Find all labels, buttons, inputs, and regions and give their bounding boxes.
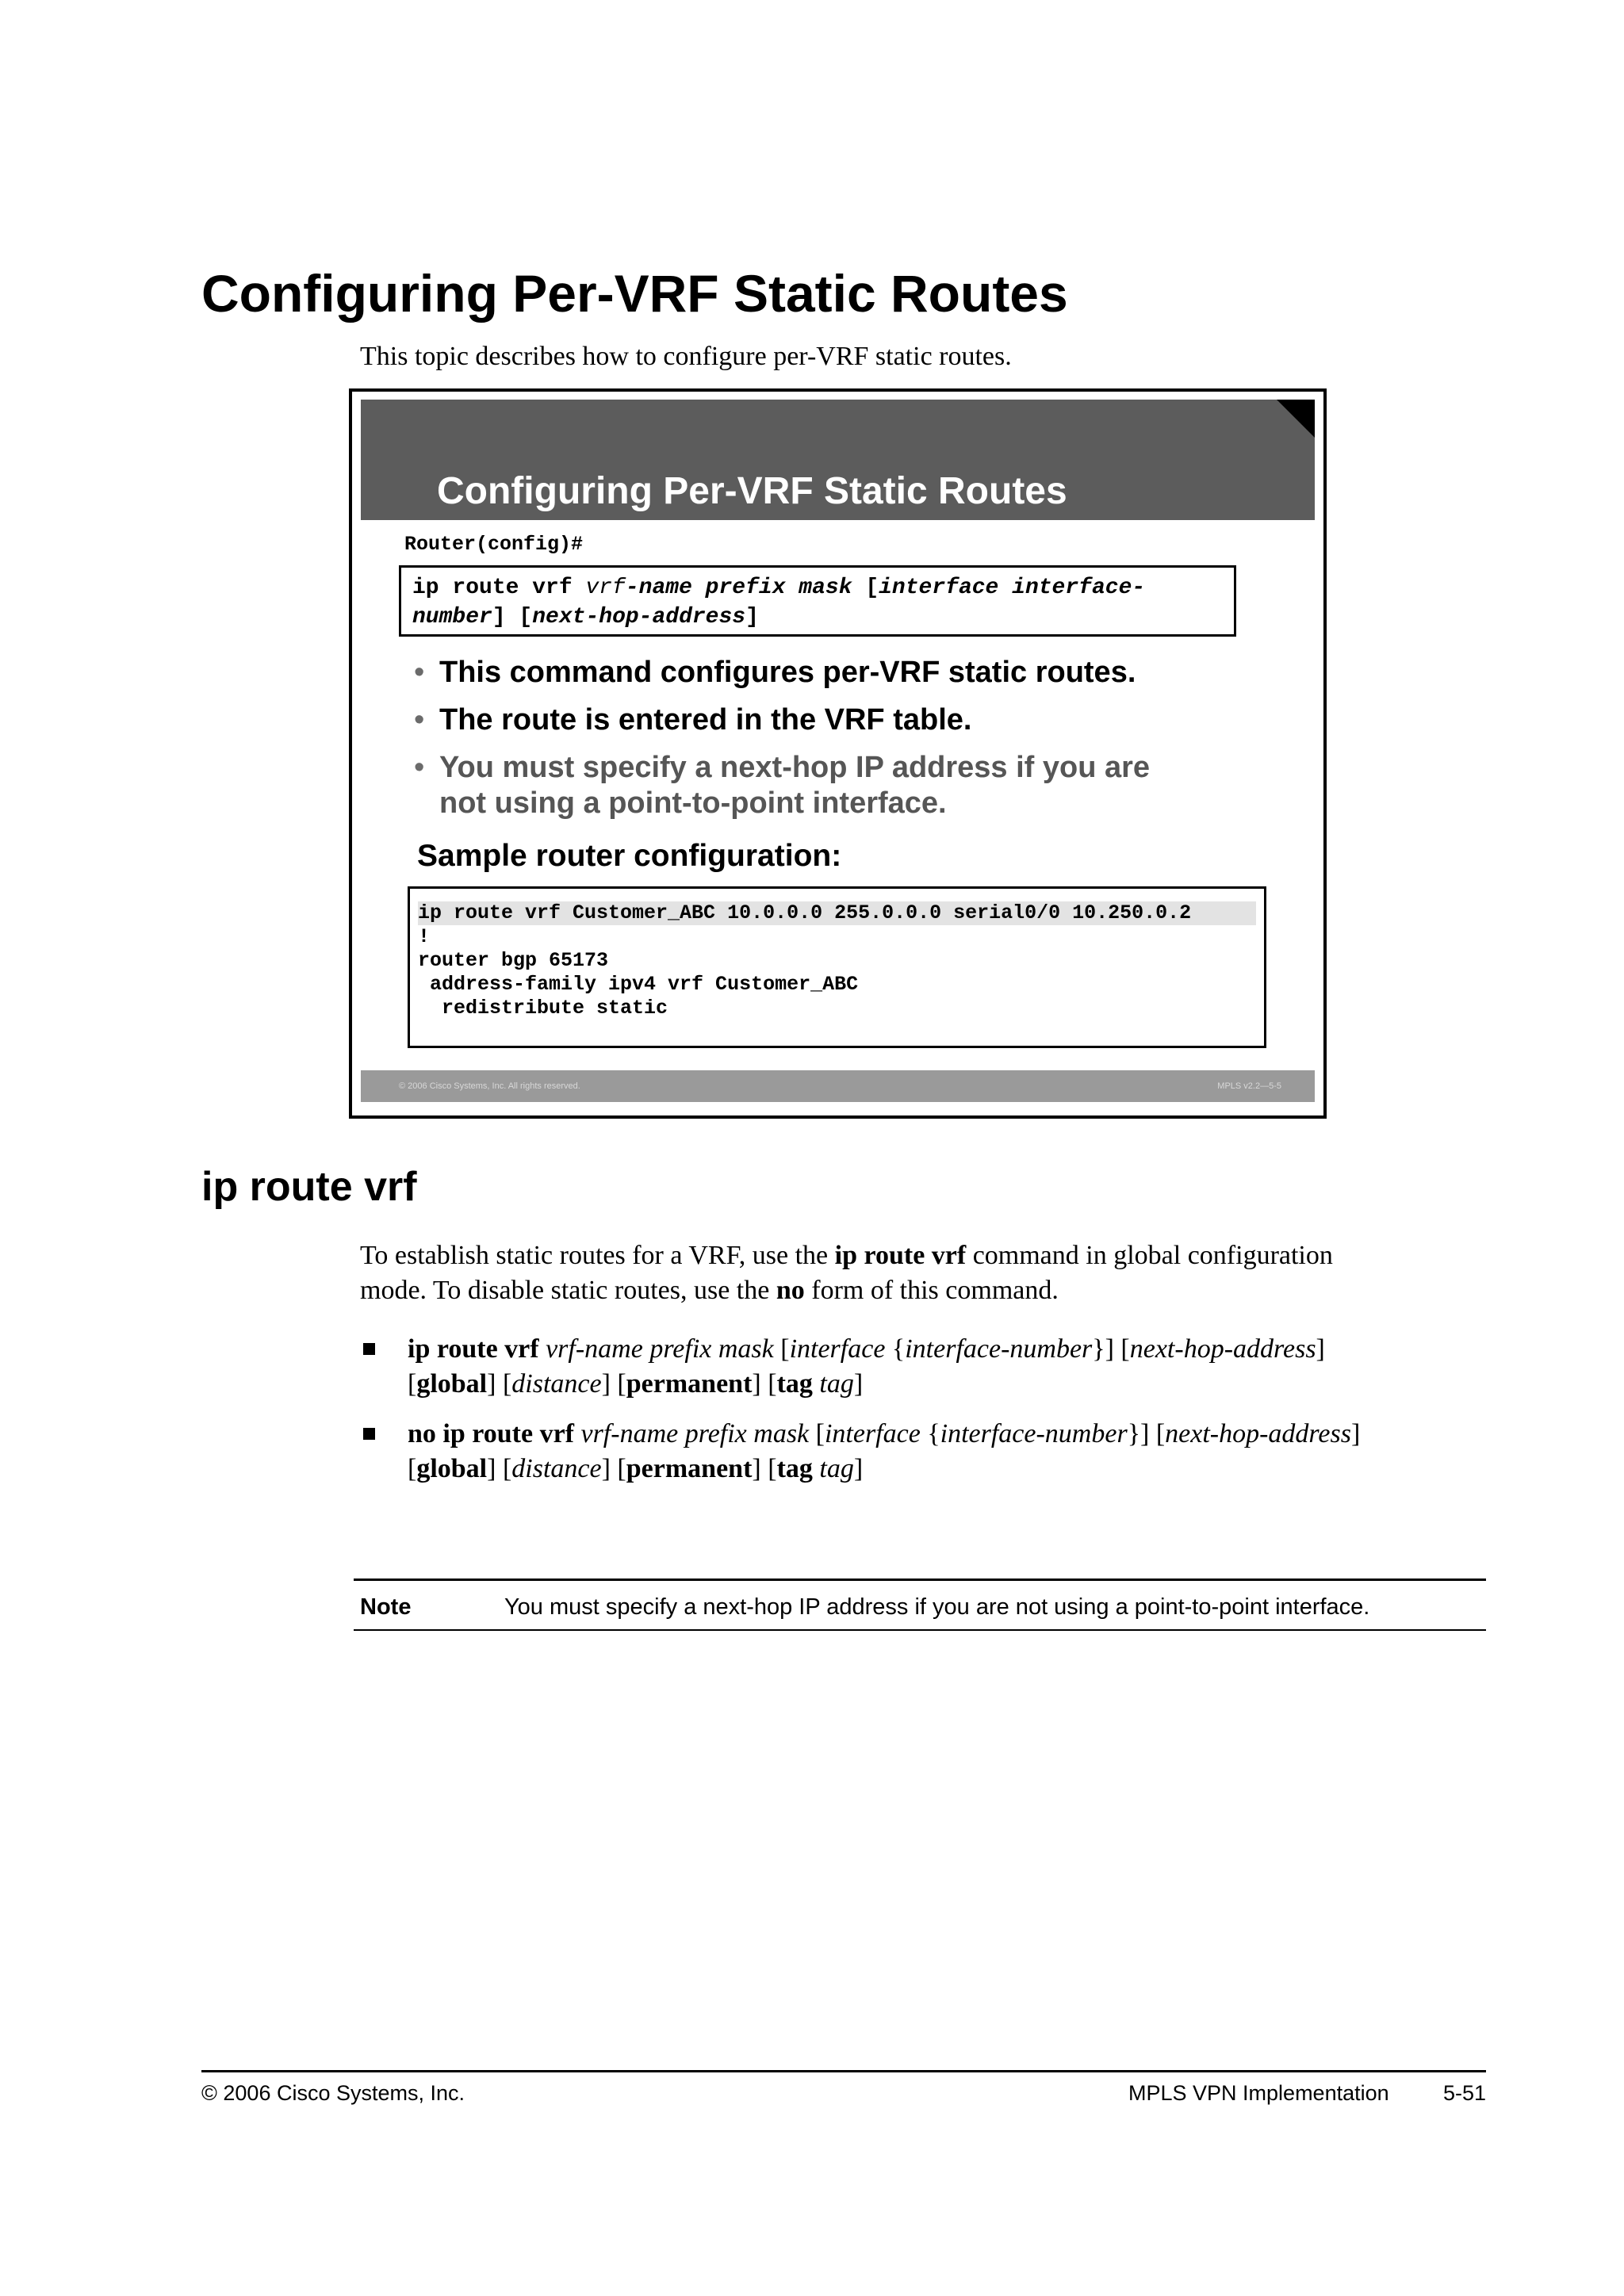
bullet-item <box>414 655 1286 691</box>
text-run: ip route vrf <box>412 576 586 600</box>
text-run: tag <box>776 1454 813 1483</box>
text-run: interface <box>824 1419 921 1448</box>
text-run: form of this command. <box>804 1276 1059 1305</box>
text-run: ] [ <box>752 1369 777 1399</box>
text-run: ] [ <box>487 1454 512 1483</box>
square-bullet-icon <box>363 1343 375 1355</box>
text-run: distance <box>511 1454 602 1483</box>
note-bottom-rule <box>354 1629 1486 1631</box>
text-run: { <box>885 1334 906 1364</box>
slide-footer <box>361 1070 1315 1102</box>
text-run: no ip route vrf <box>408 1419 574 1448</box>
bullet-item <box>414 750 1286 821</box>
text-run: [ <box>408 1369 417 1399</box>
text-run: vrf-name prefix mask <box>580 1419 810 1448</box>
text-run: To establish static routes for a VRF, use the <box>360 1241 835 1270</box>
text-run: [ <box>773 1334 790 1364</box>
config-line: ! <box>418 925 431 948</box>
topic-intro: This topic describes how to configure per-VRF static routes. <box>360 342 1012 371</box>
bullet-item <box>414 702 1286 738</box>
text-run: mode. To disable static routes, use the <box>360 1276 776 1305</box>
text-run: ip route vrf <box>408 1334 539 1364</box>
text-run: vrf-name prefix mask <box>546 1334 774 1364</box>
text-run: interface-number <box>905 1334 1093 1364</box>
text-run: ] <box>1316 1334 1325 1364</box>
text-run: ] [ <box>601 1454 626 1483</box>
text-run: tag <box>776 1369 813 1399</box>
text-run: distance <box>511 1369 602 1399</box>
slide-copyright: © 2006 Cisco Systems, Inc. All rights reserved. <box>399 1081 580 1091</box>
text-run: }] [ <box>1127 1419 1166 1448</box>
text-run: ] [ <box>492 605 533 629</box>
syntax-line-1 <box>412 573 1223 603</box>
text-run: next-hop-address <box>1129 1334 1316 1364</box>
footer-rule <box>201 2070 1486 2072</box>
text-run: interface <box>789 1334 886 1364</box>
text-run: [ <box>809 1419 825 1448</box>
section-title: ip route vrf <box>201 1164 417 1210</box>
text-run <box>539 1334 546 1364</box>
bullet-text: The route is entered in the VRF table. <box>439 703 972 737</box>
sample-config-label: Sample router configuration: <box>417 839 842 873</box>
config-prompt: Router(config)# <box>404 533 584 556</box>
syntax-item-line-1 <box>408 1417 1360 1452</box>
sample-config-box <box>408 886 1266 1048</box>
text-run: }] [ <box>1092 1334 1130 1364</box>
paragraph-line-2 <box>360 1273 1486 1308</box>
text-run: ] [ <box>601 1369 626 1399</box>
slide-number: MPLS v2.2—5-5 <box>1217 1081 1281 1091</box>
text-run: interface-number <box>940 1419 1128 1448</box>
square-bullet-icon <box>363 1428 375 1440</box>
slide-corner-mark <box>1277 400 1315 438</box>
config-line: redistribute static <box>418 997 668 1020</box>
text-run: next-hop-address <box>532 605 746 629</box>
text-run: tag <box>819 1369 854 1399</box>
slide-figure <box>349 388 1327 1119</box>
text-run: no <box>776 1276 805 1305</box>
page-title: Configuring Per-VRF Static Routes <box>201 264 1068 323</box>
text-run: [ <box>408 1454 417 1483</box>
bullet-text: You must specify a next-hop IP address if you are <box>439 751 1151 784</box>
footer-course-title: MPLS VPN Implementation <box>1128 2081 1389 2105</box>
syntax-line-2 <box>412 603 1223 632</box>
note-label: Note <box>360 1594 412 1620</box>
text-run: ] <box>745 605 759 629</box>
text-run: interface interface- <box>879 576 1146 600</box>
text-run: command in global configuration <box>966 1241 1333 1270</box>
text-run: permanent <box>626 1369 753 1399</box>
slide-bullets <box>414 655 1286 833</box>
syntax-item-line-2 <box>408 1367 1325 1402</box>
slide-header <box>361 400 1315 520</box>
text-run: [ <box>852 576 879 600</box>
bullet-text-continued: not using a point-to-point interface. <box>439 786 947 820</box>
text-run: global <box>416 1369 488 1399</box>
text-run: ip route vrf <box>834 1241 967 1270</box>
syntax-item-line-1 <box>408 1332 1325 1367</box>
text-run: global <box>416 1454 488 1483</box>
note-text: You must specify a next-hop IP address if you are not using a point-to-point interface. <box>504 1594 1370 1620</box>
text-run: permanent <box>626 1454 753 1483</box>
config-line: ip route vrf Customer_ABC 10.0.0.0 255.0.0.0 serial0/0 10.250.0.2 <box>418 901 1256 925</box>
bullet-glyph: • <box>414 751 425 784</box>
config-line: address-family ipv4 vrf Customer_ABC <box>418 973 859 996</box>
footer-copyright: © 2006 Cisco Systems, Inc. <box>201 2081 465 2105</box>
text-run: { <box>920 1419 940 1448</box>
section-paragraph <box>360 1238 1486 1308</box>
text-run: ] <box>1350 1419 1361 1448</box>
text-run: ] [ <box>487 1369 512 1399</box>
bullet-text: This command configures per-VRF static routes. <box>439 656 1136 689</box>
text-run: vrf <box>585 576 626 600</box>
bullet-glyph: • <box>414 703 425 737</box>
note-top-rule <box>354 1578 1486 1581</box>
text-run: -name prefix mask <box>625 576 852 600</box>
command-syntax-box <box>399 565 1236 637</box>
syntax-item-line-2 <box>408 1452 1360 1487</box>
paragraph-line-1 <box>360 1238 1486 1273</box>
text-run: ] <box>853 1454 864 1483</box>
text-run: tag <box>819 1454 854 1483</box>
bullet-glyph: • <box>414 656 425 689</box>
text-run: ] <box>853 1369 864 1399</box>
slide-title: Configuring Per-VRF Static Routes <box>437 470 1067 512</box>
text-run: ] [ <box>752 1454 777 1483</box>
text-run: number <box>412 605 492 629</box>
footer-page-number: 5-51 <box>1442 2081 1486 2105</box>
text-run: next-hop-address <box>1165 1419 1351 1448</box>
config-line: router bgp 65173 <box>418 949 609 972</box>
